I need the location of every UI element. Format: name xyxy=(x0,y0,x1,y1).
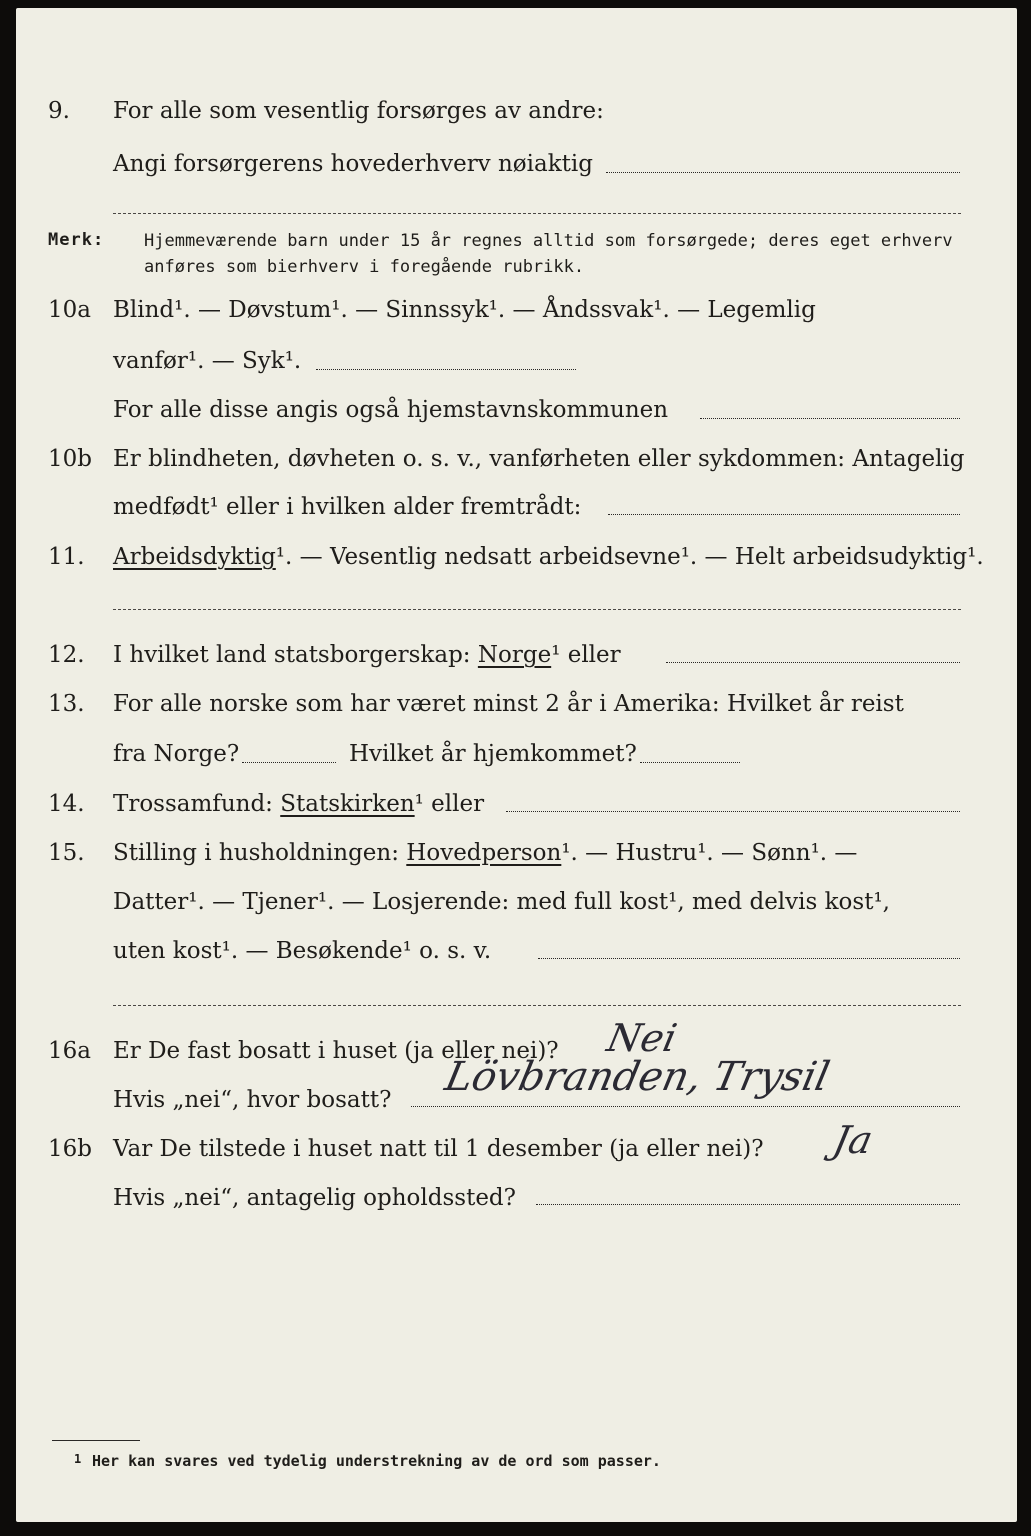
answer-field-14[interactable] xyxy=(506,811,960,812)
question-text: For alle norske som har været minst 2 år i Amerika: Hvilket år reist xyxy=(113,691,904,717)
answer-field-13-hjemkommet[interactable] xyxy=(640,762,740,763)
question-text: For alle som vesentlig forsørges av andre: xyxy=(113,98,604,124)
answer-field-10a-kommune[interactable] xyxy=(700,418,960,419)
answer-field-12[interactable] xyxy=(666,662,960,663)
question-text: medfødt¹ eller i hvilken alder fremtrådt: xyxy=(113,494,582,520)
question-number: 12. xyxy=(48,642,85,668)
note-label: Merk: xyxy=(48,230,105,250)
question-text: Var De tilstede i huset natt til 1 desember (ja eller nei)? xyxy=(113,1136,764,1162)
answer-field-15[interactable] xyxy=(538,958,960,959)
handwritten-answer: Ja xyxy=(829,1118,877,1162)
question-number: 10a xyxy=(48,297,91,323)
underlined-answer: Hovedperson xyxy=(406,840,562,866)
handwritten-answer: Lövbranden, Trysil xyxy=(441,1054,834,1100)
question-number: 16b xyxy=(48,1136,92,1162)
question-number: 16a xyxy=(48,1038,91,1064)
question-text: Er De fast bosatt i huset (ja eller nei)? xyxy=(113,1038,559,1064)
question-number: 9. xyxy=(48,98,70,124)
underlined-answer: Statskirken xyxy=(280,791,415,817)
question-text: For alle disse angis også hjemstavnskommunen xyxy=(113,397,669,423)
question-text: vanfør¹. — Syk¹. xyxy=(113,348,302,374)
question-text: uten kost¹. — Besøkende¹ o. s. v. xyxy=(113,938,492,964)
question-text: Er blindheten, døvheten o. s. v., vanførheten eller sykdommen: Antagelig xyxy=(113,446,965,472)
question-number: 11. xyxy=(48,544,85,570)
question-text: Datter¹. — Tjener¹. — Losjerende: med full kost¹, med delvis kost¹, xyxy=(113,889,890,915)
footnote-mark: 1 xyxy=(74,1452,82,1466)
question-text-post: ¹. — Hustru¹. — Sønn¹. — xyxy=(561,840,858,866)
question-text: Angi forsørgerens hovederhverv nøiaktig xyxy=(113,151,593,177)
question-text-pre: Trossamfund: xyxy=(113,791,281,817)
question-text: Hvis „nei“, antagelig opholdssted? xyxy=(113,1185,516,1211)
answer-field-10b[interactable] xyxy=(608,514,960,515)
note-text-line1: Hjemmeværende barn under 15 år regnes alltid som forsørgede; deres eget erhverv xyxy=(144,231,953,251)
answer-field-13-reist[interactable] xyxy=(242,762,336,763)
question-number: 14. xyxy=(48,791,85,817)
question-text xyxy=(113,789,484,819)
question-text-pre: Stilling i husholdningen: xyxy=(113,840,407,866)
question-text-post: ¹ eller xyxy=(414,791,485,817)
question-text-post: ¹ eller xyxy=(551,642,621,668)
question-text-pre: I hvilket land statsborgerskap: xyxy=(113,642,478,668)
census-form-page xyxy=(16,8,1017,1522)
question-text-rest: ¹. — Vesentlig nedsatt arbeidsevne¹. — Helt arbeidsudyktig¹. xyxy=(275,544,984,570)
answer-line[interactable] xyxy=(113,609,961,610)
question-text-b: Hvilket år hjemkommet? xyxy=(349,741,637,767)
question-text-a: fra Norge? xyxy=(113,741,240,767)
question-text xyxy=(113,838,857,868)
question-text: Hvis „nei“, hvor bosatt? xyxy=(113,1087,392,1113)
underlined-answer: Norge xyxy=(477,642,552,668)
answer-field-9[interactable] xyxy=(606,172,960,173)
question-number: 10b xyxy=(48,446,92,472)
question-text: Blind¹. — Døvstum¹. — Sinnssyk¹. — Åndssvak¹. — Legemlig xyxy=(113,297,816,323)
answer-field-10a[interactable] xyxy=(316,369,576,370)
footnote-divider xyxy=(52,1440,140,1441)
answer-field-16a[interactable] xyxy=(411,1106,960,1107)
question-number: 15. xyxy=(48,840,85,866)
underlined-answer: Arbeidsdyktig xyxy=(113,544,276,570)
footnote xyxy=(74,1452,661,1470)
answer-line[interactable] xyxy=(113,1005,961,1006)
question-text xyxy=(113,640,621,670)
question-number: 13. xyxy=(48,691,85,717)
footnote-text: Her kan svares ved tydelig understrekning av de ord som passer. xyxy=(92,1452,661,1470)
handwritten-answer: Nei xyxy=(603,1016,681,1060)
question-text xyxy=(113,542,984,572)
note-text-line2: anføres som bierhverv i foregående rubrikk. xyxy=(144,257,585,277)
answer-line[interactable] xyxy=(113,213,961,214)
answer-field-16b[interactable] xyxy=(536,1204,960,1205)
